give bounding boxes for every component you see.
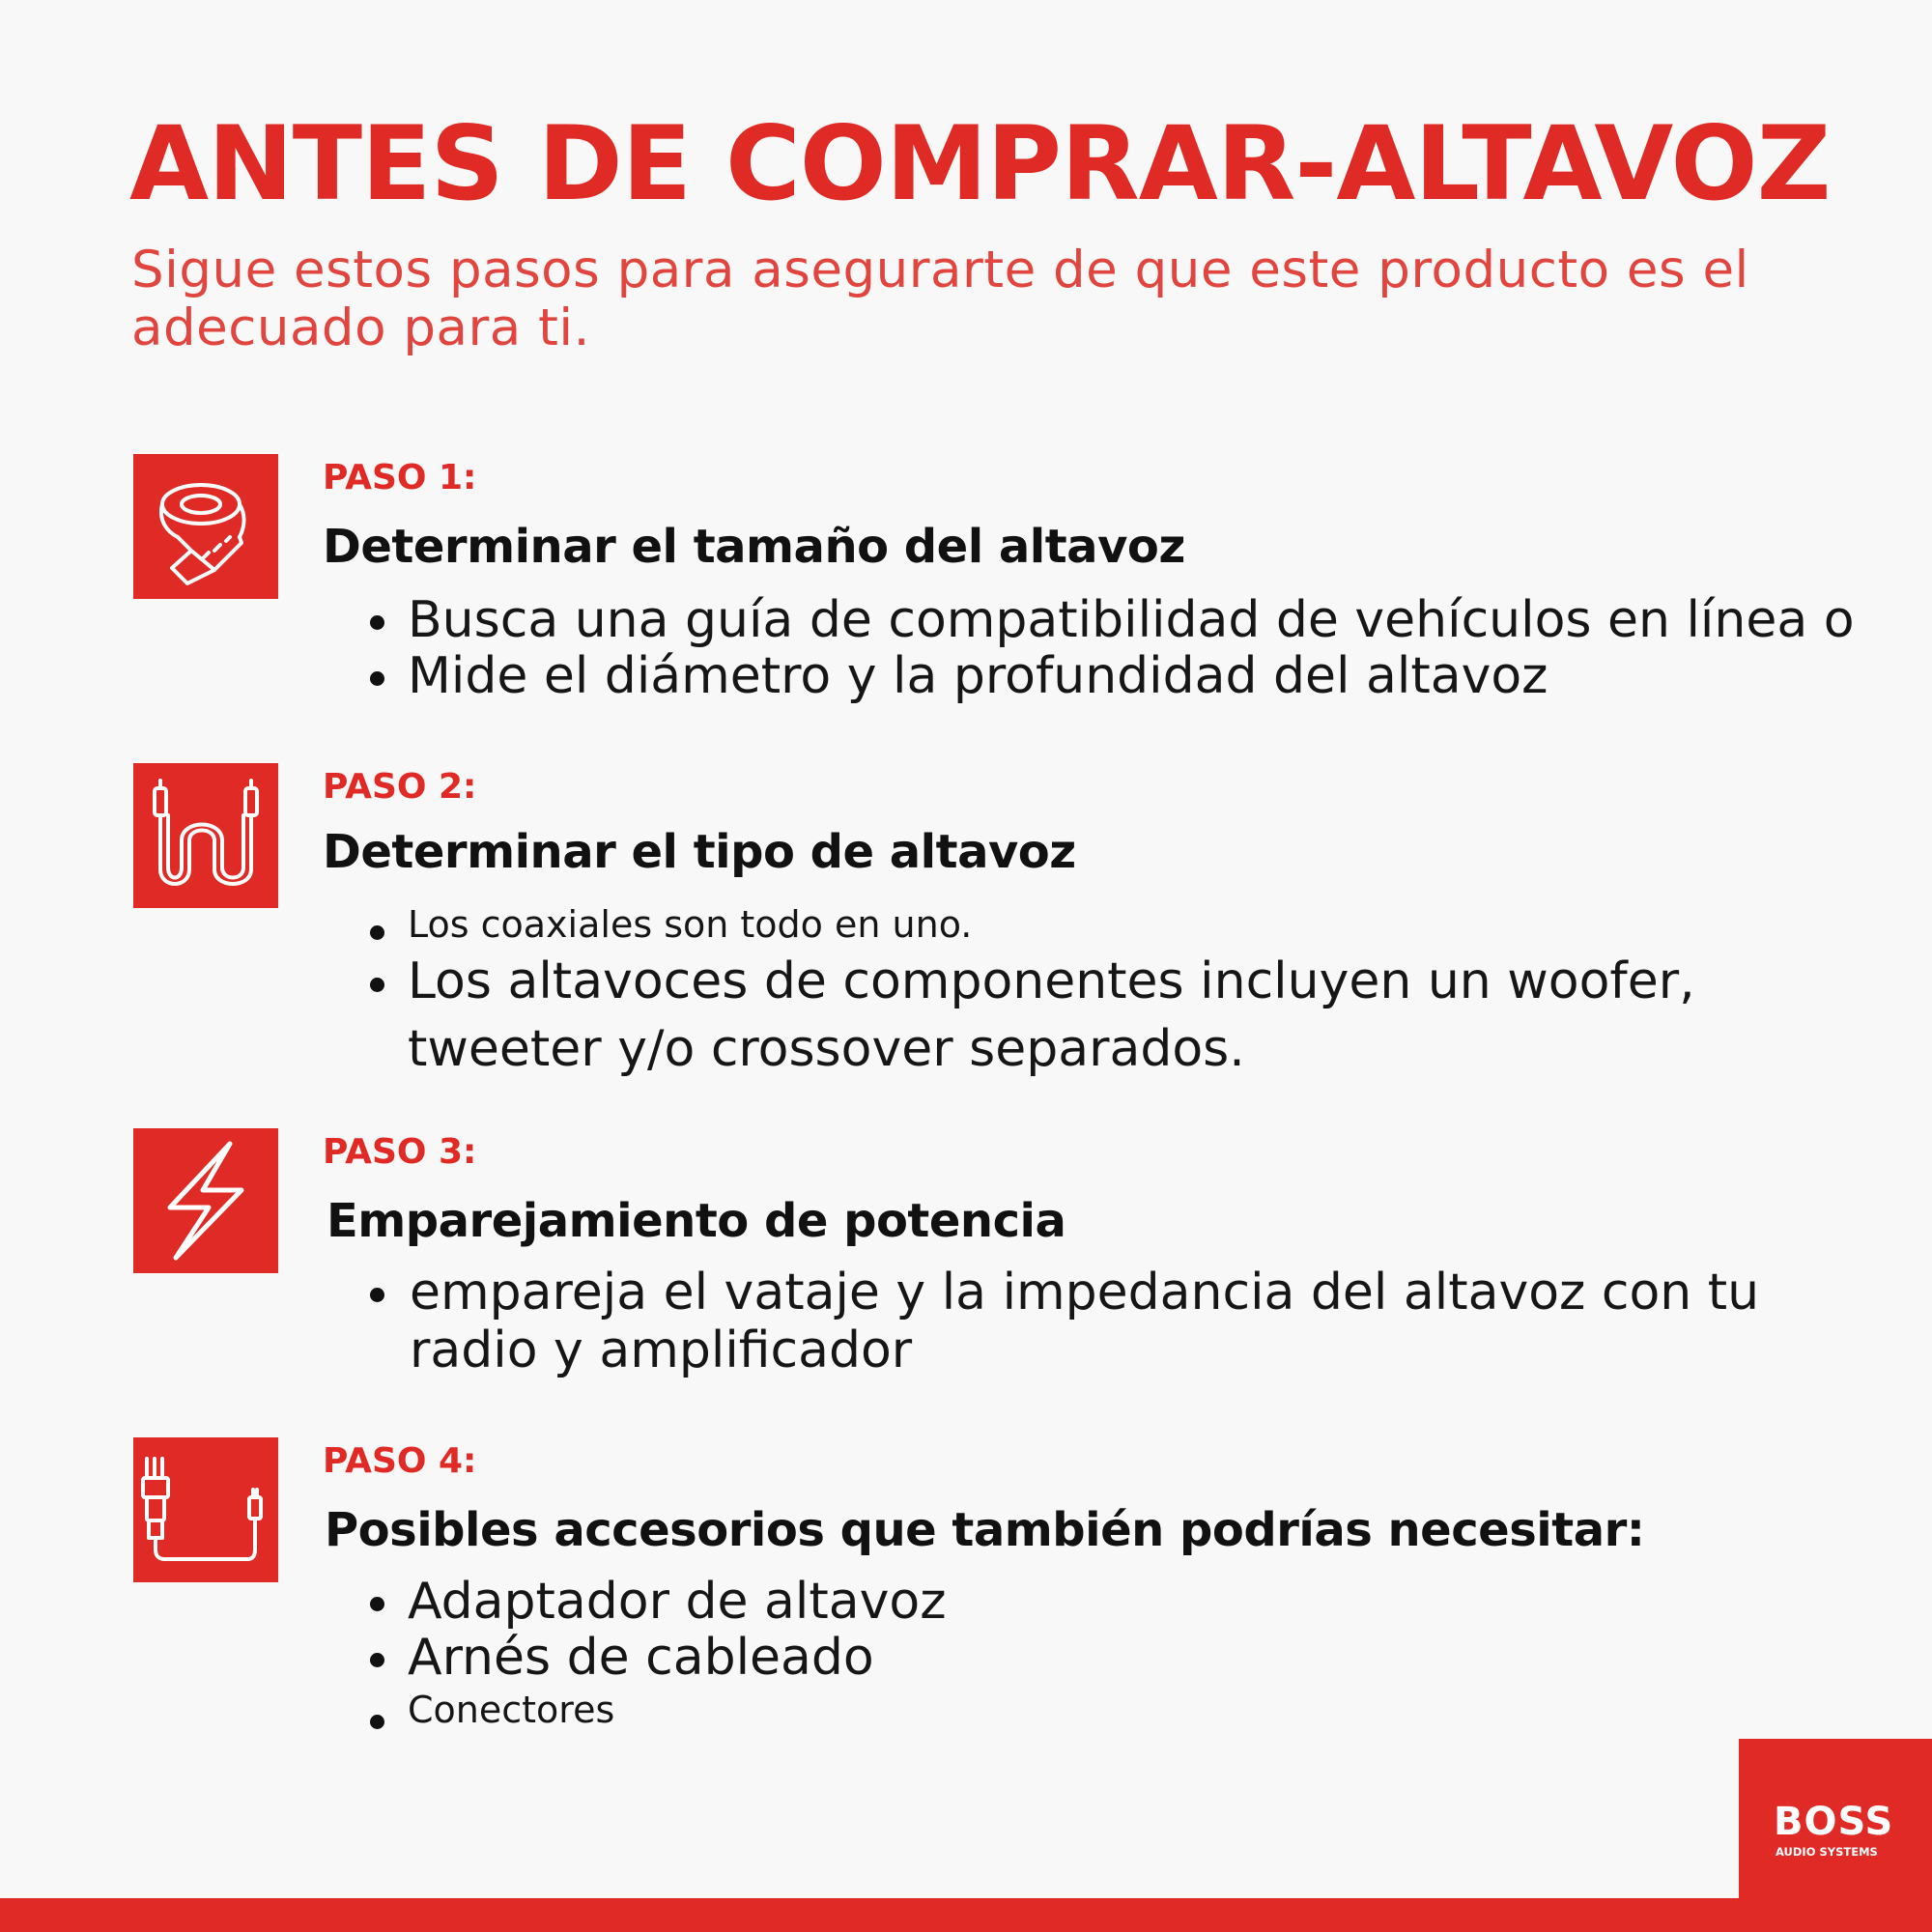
step-2-bullet-1: Los coaxiales son todo en uno.: [408, 903, 973, 946]
bottom-accent-bar: [0, 1898, 1932, 1932]
step-3-label: PASO 3:: [323, 1132, 477, 1172]
step-2-label: PASO 2:: [323, 767, 477, 807]
bullet-dot: [370, 1653, 384, 1667]
step-1-bullet-2: Mide el diámetro y la profundidad del altavoz: [408, 647, 1548, 705]
brand-logo: BOSS: [1774, 1800, 1894, 1844]
page-subtitle: Sigue estos pasos para asegurarte de que este producto es el adecuado para ti.: [131, 241, 1749, 357]
bullet-dot: [370, 671, 384, 686]
step-1-icon-box: [133, 454, 278, 599]
bullet-dot: [370, 1715, 384, 1729]
step-4-icon-box: [133, 1437, 278, 1582]
lightning-bolt-icon: [133, 1128, 278, 1273]
step-2-icon-box: [133, 763, 278, 908]
bullet-dot: [370, 615, 384, 630]
step-1-heading: Determinar el tamaño del altavoz: [323, 520, 1185, 574]
bullet-dot: [370, 1288, 384, 1302]
bullet-dot: [370, 925, 384, 940]
step-4-bullet-3: Conectores: [408, 1689, 615, 1731]
audio-cable-icon: [133, 763, 278, 908]
step-3-icon-box: [133, 1128, 278, 1273]
bullet-dot: [370, 978, 384, 992]
step-2-bullet-2: Los altavoces de componentes incluyen un woofer,: [408, 952, 1695, 1010]
step-4-bullet-1: Adaptador de altavoz: [408, 1573, 947, 1631]
step-1-bullet-1: Busca una guía de compatibilidad de vehículos en línea o: [408, 591, 1855, 649]
step-3-bullet-1-cont: radio y amplificador: [410, 1321, 913, 1379]
page-title: ANTES DE COMPRAR-ALTAVOZ: [129, 104, 1831, 223]
wiring-harness-icon: [133, 1437, 278, 1582]
brand-logo-subtitle: AUDIO SYSTEMS: [1776, 1845, 1878, 1859]
step-4-heading: Posibles accesorios que también podrías necesitar:: [325, 1503, 1645, 1557]
step-2-bullet-2-cont: tweeter y/o crossover separados.: [408, 1020, 1245, 1078]
step-4-bullet-2: Arnés de cableado: [408, 1629, 874, 1687]
brand-logo-box: [1739, 1739, 1932, 1898]
step-2-heading: Determinar el tipo de altavoz: [323, 825, 1076, 879]
step-1-label: PASO 1:: [323, 458, 477, 497]
bullet-dot: [370, 1597, 384, 1611]
measuring-tape-icon: [133, 454, 278, 599]
step-3-bullet-1: empareja el vataje y la impedancia del altavoz con tu: [410, 1264, 1760, 1321]
step-4-label: PASO 4:: [323, 1441, 477, 1481]
step-3-heading: Emparejamiento de potencia: [327, 1194, 1066, 1248]
